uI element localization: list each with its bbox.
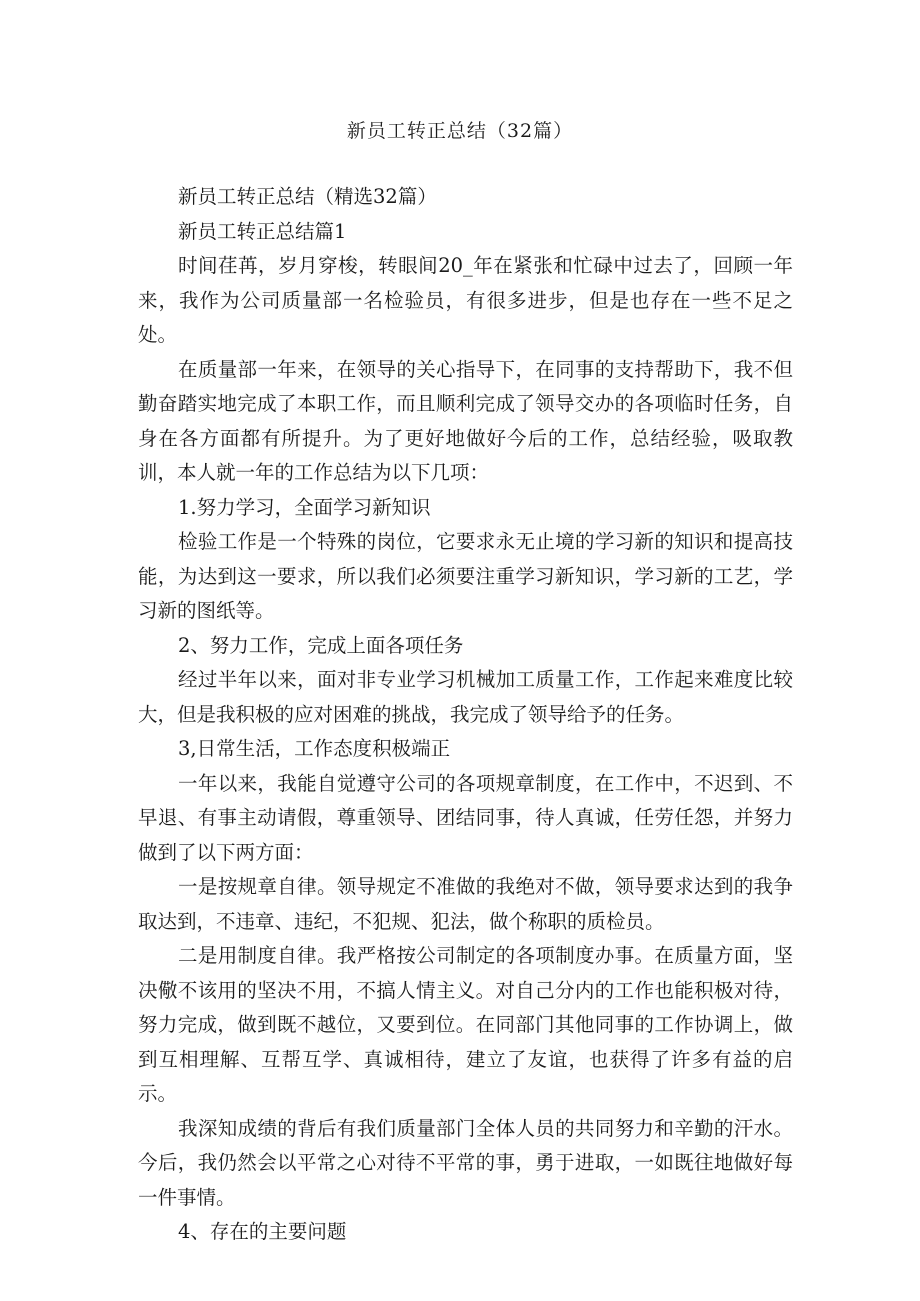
list-heading: 1.努力学习，全面学习新知识 bbox=[178, 495, 431, 519]
paragraph: 我深知成绩的背后有我们质量部门全体人员的共同努力和辛勤的汗水。今后，我仍然会以平常之心对待不平常的事，勇于进取，一如既往地做好每一件事情。 bbox=[138, 1116, 793, 1209]
paragraph: 二是用制度自律。我严格按公司制定的各项制度办事。在质量方面，坚决儆不该用的坚决不用，不搞人情主义。对自己分内的工作也能积极对待，努力完成，做到既不越位，又要到位。在同部门其他同事的工作协调上，做到互相理解、互帮互学、真诚相待，建立了友谊，也获得了许多有益的启示。 bbox=[138, 944, 793, 1105]
list-heading: 3,日常生活，工作态度积极端正 bbox=[178, 737, 451, 760]
paragraph: 时间荏苒，岁月穿梭，转眼间20_年在紧张和忙碌中过去了，回顾一年来，我作为公司质量部一名检验员，有很多进步，但是也存在一些不足之处。 bbox=[138, 254, 793, 346]
section-heading: 新员工转正总结篇1 bbox=[178, 219, 347, 243]
paragraph: 检验工作是一个特殊的岗位，它要求永无止境的学习新的知识和提高技能，为达到这一要求，所以我们必须要注重学习新知识，学习新的工艺，学习新的图纸等。 bbox=[138, 530, 793, 622]
paragraph: 一是按规章自律。领导规定不准做的我绝对不做，领导要求达到的我争取达到，不违章、违纪，不犯规、犯法，做个称职的质检员。 bbox=[138, 875, 793, 933]
paragraph: 一年以来，我能自觉遵守公司的各项规章制度，在工作中，不迟到、不早退、有事主动请假，尊重领导、团结同事，待人真诚，任劳任怨，并努力做到了以下两方面： bbox=[138, 771, 793, 864]
list-heading: 4、存在的主要问题 bbox=[178, 1220, 347, 1243]
document-body bbox=[138, 180, 793, 1250]
list-heading: 2、努力工作，完成上面各项任务 bbox=[178, 633, 464, 657]
paragraph: 在质量部一年来，在领导的关心指导下，在同事的支持帮助下，我不但勤奋踏实地完成了本职工作，而且顺利完成了领导交办的各项临时任务，自身在各方面都有所提升。为了更好地做好今后的工作，总结经验，吸取教训，本人就一年的工作总结为以下几项： bbox=[138, 357, 793, 484]
paragraph: 经过半年以来，面对非专业学习机械加工质量工作，工作起来难度比较大，但是我积极的应对困难的挑战，我完成了领导给予的任务。 bbox=[138, 668, 793, 726]
document-title: 新员工转正总结（32篇） bbox=[346, 120, 574, 142]
subtitle: 新员工转正总结（精选32篇） bbox=[178, 185, 437, 208]
